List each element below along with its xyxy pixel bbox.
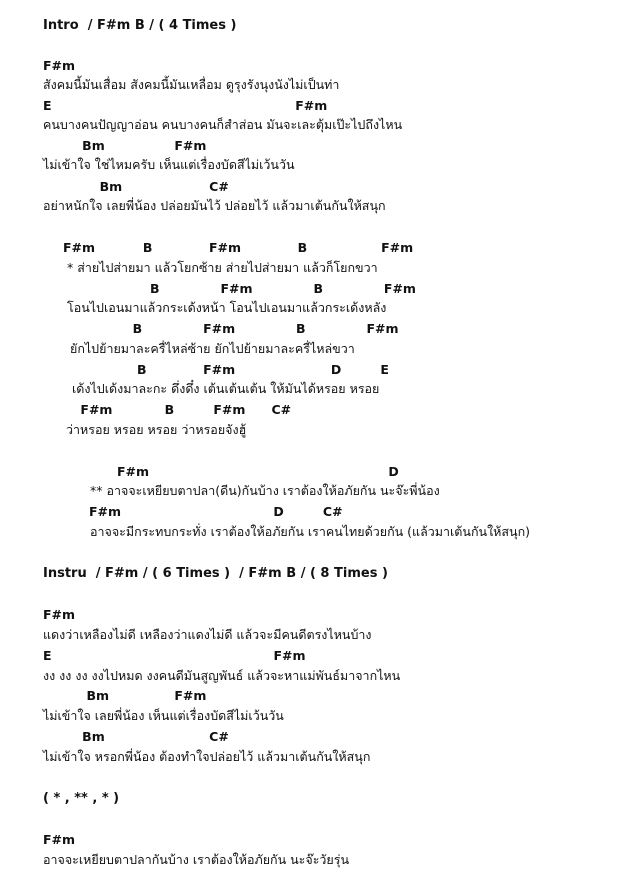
chorus1-chords: F#m B F#m B F#m (63, 240, 414, 255)
verse1-lyric: คนบางคนปัญญาอ่อน คนบางคนก็สำส่อน มันจะเละตุ้มเป๊ะไปถึงไหน (43, 117, 403, 132)
verse1-lyric: สังคมนี้มันเสื่อม สังคมนี้มันเหลื่อม ดูรุงรังนุงนังไม่เป็นท่า (43, 77, 340, 92)
chorus1-lyric: ว่าหรอย หรอย หรอย ว่าหรอยจังฮู้ (66, 422, 247, 437)
chorus1-chords: B F#m B F#m (63, 321, 399, 336)
instru-line: Instru / F#m / ( 6 Times ) / F#m B / ( 8 Times ) (43, 566, 388, 581)
outro-chords: F#m (43, 832, 76, 847)
verse2-chords: Bm C# (43, 729, 229, 744)
chorus1-chords: B F#m B F#m (63, 281, 416, 296)
verse2-chords: E F#m (43, 648, 306, 663)
verse1-lyric: อย่าหนักใจ เลยพี่น้อง ปล่อยมันไว้ ปล่อยไว้ แล้วมาเต้นกันให้สนุก (43, 198, 386, 213)
verse1-chords: E F#m (43, 98, 328, 113)
verse2-lyric: ไม่เข้าใจ หรอกพี่น้อง ต้องทำใจปล่อยไว้ แล้วมาเต้นกันให้สนุก (43, 749, 371, 764)
chorus2-chords: F#m D C# (89, 504, 343, 519)
verse2-chords: F#m (43, 607, 76, 622)
verse2-lyric: งง งง งง งงไปหมด งงคนดีมันสูญพันธ์ แล้วจะหาแม่พันธ์มาจากไหน (43, 668, 401, 683)
outro-lyric: อาจจะเหยียบตาปลากันบ้าง เราต้องให้อภัยกัน นะจ๊ะวัยรุ่น (43, 852, 350, 867)
intro-line: Intro / F#m B / ( 4 Times ) (43, 18, 237, 33)
repeat-marker: ( * , ** , * ) (43, 791, 120, 806)
chorus1-chords: F#m B F#m C# (63, 402, 292, 417)
verse1-chords: Bm F#m (43, 138, 207, 153)
chorus1-lyric: โอนไปเอนมาแล้วกระเด้งหน้า โอนไปเอนมาแล้วกระเด้งหลัง (67, 300, 387, 315)
chorus2-chords: F#m D (117, 464, 399, 479)
verse2-lyric: ไม่เข้าใจ เลยพี่น้อง เห็นแต่เรื่องบัดสีไม่เว้นวัน (43, 708, 284, 723)
chorus1-lyric: * ส่ายไปส่ายมา แล้วโยกซ้าย ส่ายไปส่ายมา แล้วก็โยกขวา (63, 260, 378, 275)
chorus2-lyric: ** อาจจะเหยียบตาปลา(ดีน)กันบ้าง เราต้องให้อภัยกัน นะจ๊ะพี่น้อง (90, 483, 440, 498)
chorus1-chords: B F#m D E (63, 362, 389, 377)
verse1-chords: Bm C# (43, 179, 229, 194)
verse2-chords: Bm F#m (43, 688, 207, 703)
verse1-lyric: ไม่เข้าใจ ใช่ไหมครับ เห็นแต่เรื่องบัดสีไม่เว้นวัน (43, 157, 295, 172)
chorus1-lyric: เด้งไปเด้งมาละกะ ดึ่งดึ๋ง เต้นเต้นเต้น ให้มันได้หรอย หรอย (72, 381, 380, 396)
chorus1-lyric: ยักไปย้ายมาละครื่ไหล่ซ้าย ยักไปย้ายมาละครื่ไหล่ขวา (70, 341, 355, 356)
verse1-chords: F#m (43, 58, 76, 73)
chorus2-lyric: อาจจะมีกระทบกระทั่ง เราต้องให้อภัยกัน เราคนไทยด้วยกัน (แล้วมาเต้นกันให้สนุก) (90, 524, 531, 539)
verse2-lyric: แดงว่าเหลืองไม่ดี เหลืองว่าแดงไม่ดี แล้วจะมีคนดีตรงไหนบ้าง (43, 627, 372, 642)
